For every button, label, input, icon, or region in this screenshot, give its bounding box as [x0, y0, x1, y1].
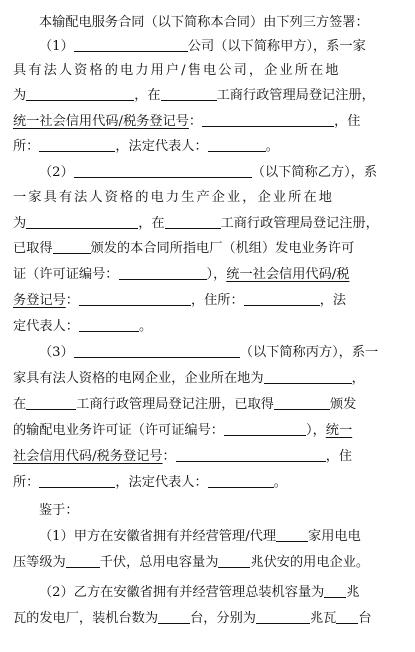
party-a-address-label-1: ，住 — [334, 114, 361, 129]
party-c-name-blank[interactable] — [74, 344, 240, 358]
party-b-description: 一家具有法人资格的电力生产企业，企业所在地 — [13, 190, 335, 205]
whereas-1-line-1 — [39, 528, 361, 545]
party-b-address-label: ，住所： — [190, 293, 244, 308]
party-a-line-4 — [13, 113, 360, 130]
party-a-colon: ： — [188, 114, 203, 129]
party-b-line-7 — [13, 318, 152, 335]
party-b-license-number-blank[interactable] — [119, 266, 207, 280]
party-b-license-text: 颁发的本合同所指电厂（机组）发电业务许可 — [90, 241, 355, 256]
party-b-representative-label-1: ，法 — [319, 293, 347, 308]
party-a-name-blank[interactable] — [74, 38, 188, 52]
party-b-location-label: 为 — [13, 216, 27, 231]
party-a-representative-label: ，法定代表人： — [115, 139, 208, 154]
party-a-credit-code-label: 统一社会信用代码/税务登记号 — [13, 114, 189, 129]
whereas-2-tai-label: 台 — [358, 611, 372, 626]
party-b-license-number-label: 证（许可证编号： — [13, 267, 119, 282]
party-b-registry-blank[interactable] — [165, 215, 221, 229]
whereas-heading-line — [39, 502, 79, 519]
party-c-line-3 — [13, 396, 356, 413]
party-b-credit-code-label-2: 务登记号 — [13, 293, 66, 308]
whereas-2-line-2 — [13, 610, 372, 627]
party-b-line-1 — [39, 164, 377, 181]
party-a-company-text: 公司（以下简称甲方），系一家 — [187, 39, 366, 54]
whereas-2-units-label: 瓦的发电厂，装机台数为 — [13, 611, 159, 626]
party-c-license-label: 的输配电业务许可证（许可证编号： — [13, 423, 224, 438]
whereas-heading: 鉴于： — [39, 503, 79, 518]
party-a-location-label: 为 — [13, 88, 27, 103]
party-c-license-close: ）， — [306, 423, 326, 438]
party-c-line-2 — [13, 370, 365, 387]
whereas-1-line-2 — [13, 554, 369, 571]
party-c-line-4 — [13, 422, 352, 439]
party-a-credit-code-blank[interactable] — [202, 113, 334, 127]
whereas-2-line-1 — [39, 584, 360, 601]
party-c-issued-label: 颁发 — [330, 397, 357, 412]
party-c-address-blank[interactable] — [39, 474, 115, 488]
party-c-abbrev-text: （以下简称丙方），系一 — [239, 345, 379, 360]
party-c-registry-label: 在 — [13, 397, 27, 412]
whereas-2-mw-label: 兆瓦 — [310, 611, 337, 626]
party-a-address-blank[interactable] — [39, 138, 115, 152]
whereas-2-unit-1: 兆 — [346, 585, 360, 600]
whereas-1-capacity-blank[interactable] — [218, 554, 250, 568]
party-b-line-3 — [13, 215, 379, 232]
party-c-address-label-1: ，住 — [325, 449, 353, 464]
party-c-comma: ， — [351, 371, 365, 386]
party-a-line-1 — [39, 38, 366, 55]
party-b-obtained-label: 已取得 — [13, 241, 53, 256]
whereas-1-voltage-label: 压等级为 — [13, 555, 66, 570]
party-a-address-label-2: 所： — [13, 139, 40, 154]
party-c-credit-code-blank[interactable] — [176, 448, 326, 462]
party-a-representative-blank[interactable] — [208, 138, 266, 152]
party-b-representative-label-2: 定代表人： — [13, 319, 79, 334]
party-a-description: 具有法人资格的电力用户/售电公司，企业所在地 — [13, 63, 341, 78]
party-b-issuer-blank[interactable] — [53, 240, 91, 254]
party-a-registry-blank[interactable] — [161, 87, 217, 101]
party-c-representative-label: ，法定代表人： — [115, 475, 208, 490]
whereas-2-each-label: 台，分别为 — [190, 611, 256, 626]
party-b-credit-code-blank[interactable] — [79, 292, 191, 306]
party-c-representative-blank[interactable] — [208, 474, 274, 488]
party-c-registry-blank[interactable] — [26, 396, 76, 410]
intro-line — [39, 14, 369, 31]
whereas-2-unit-capacity-blank[interactable] — [256, 610, 310, 624]
party-a-number: （1） — [39, 39, 74, 54]
party-a-registry-label: ，在 — [134, 88, 161, 103]
party-c-location-blank[interactable] — [264, 370, 352, 384]
party-c-credit-code-label-1: 统一 — [325, 423, 353, 438]
whereas-1-capacity-label: 千伏，总用电容量为 — [99, 555, 219, 570]
whereas-1-voltage-blank[interactable] — [66, 554, 100, 568]
party-b-license-close: ）， — [206, 267, 227, 282]
party-c-license-number-blank[interactable] — [224, 422, 306, 436]
party-b-credit-code-label-1: 统一社会信用代码/税 — [226, 267, 350, 282]
party-c-period: 。 — [273, 475, 287, 490]
party-a-line-3 — [13, 87, 375, 104]
party-a-registry-text: 工商行政管理局登记注册， — [216, 88, 375, 103]
party-b-period: 。 — [138, 319, 153, 334]
party-b-registry-text: 工商行政管理局登记注册， — [220, 216, 379, 231]
whereas-2-unit-count-blank[interactable] — [336, 610, 358, 624]
party-c-address-label-2: 所： — [13, 475, 40, 490]
whereas-2-units-blank[interactable] — [158, 610, 190, 624]
party-c-colon: ： — [162, 449, 176, 464]
party-a-location-blank[interactable] — [26, 87, 134, 101]
party-b-line-4 — [13, 240, 354, 257]
party-c-line-5 — [13, 448, 352, 465]
party-c-credit-code-label-2: 社会信用代码/税务登记号 — [13, 449, 163, 464]
party-c-number: （3） — [39, 345, 74, 360]
whereas-1-count-blank[interactable] — [276, 528, 308, 542]
party-a-line-5 — [13, 138, 279, 155]
party-a-period: 。 — [265, 139, 279, 154]
intro-text: 本输配电服务合同（以下简称本合同）由下列三方签署： — [39, 15, 369, 30]
party-c-line-6 — [13, 474, 287, 491]
party-c-issuer-blank[interactable] — [274, 396, 330, 410]
party-b-location-blank[interactable] — [26, 215, 138, 229]
whereas-2-capacity-blank[interactable] — [324, 584, 346, 598]
party-c-registry-text: 工商行政管理局登记注册，已取得 — [76, 397, 274, 412]
party-b-line-2 — [13, 189, 334, 206]
whereas-2-text: （2）乙方在安徽省拥有并经营管理总装机容量为 — [39, 585, 325, 600]
party-b-line-5 — [13, 266, 349, 283]
party-c-line-1 — [39, 344, 378, 361]
party-a-line-2 — [13, 62, 341, 79]
party-b-registry-label: ，在 — [138, 216, 165, 231]
party-b-colon: ： — [65, 293, 79, 308]
party-b-address-blank[interactable] — [244, 292, 320, 306]
party-b-abbrev-text: （以下简称乙方），系 — [251, 165, 378, 180]
whereas-1-text: （1）甲方在安徽省拥有并经营管理/代理 — [39, 529, 277, 544]
party-b-name-blank[interactable] — [74, 164, 252, 178]
whereas-1-end-text: 兆伏安的用电企业。 — [250, 555, 370, 570]
party-b-line-6 — [13, 292, 346, 309]
party-b-number: （2） — [39, 165, 74, 180]
party-b-representative-blank[interactable] — [79, 318, 139, 332]
party-c-description: 家具有法人资格的电网企业，企业所在地为 — [13, 371, 264, 386]
whereas-1-household-text: 家用电电 — [308, 529, 361, 544]
